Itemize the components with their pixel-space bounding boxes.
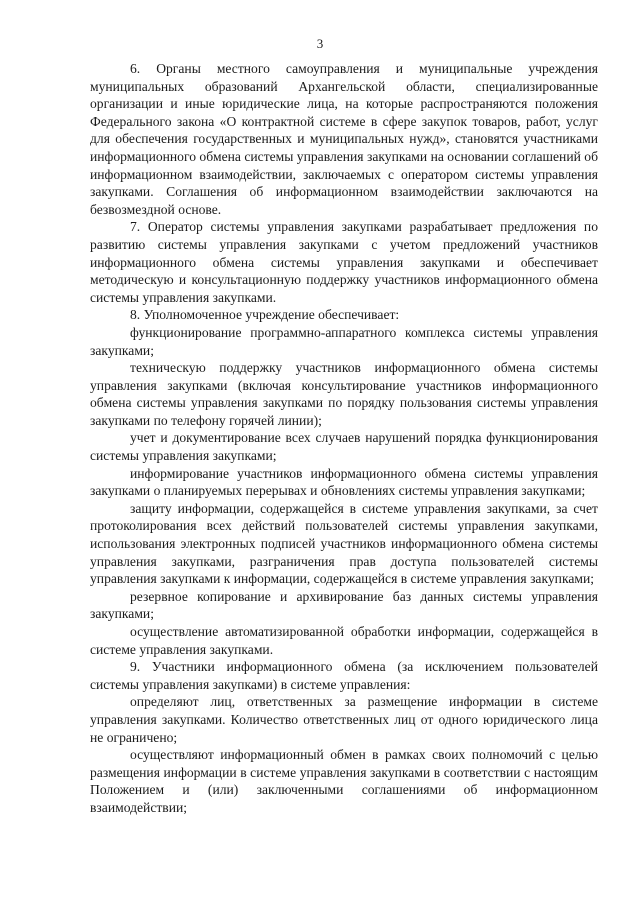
list-item: функционирование программно-аппаратного комплекса системы управления закупками; <box>90 324 598 358</box>
page-number: 3 <box>316 36 324 51</box>
list-item: информирование участников информационного обмена системы управления закупками о планируемых перерывах и обновлениях системы управления закупками; <box>90 465 598 499</box>
paragraph-7: 7. Оператор системы управления закупками разрабатывает предложения по развитию системы управления закупками с учетом предложений участников информационного обмена системы управления закупками и обеспечивает методическую и консультационную поддержку участников информационного обмена системы управления закупками. <box>90 219 598 305</box>
paragraph-8-heading: 8. Уполномоченное учреждение обеспечивает: <box>130 307 400 323</box>
paragraph-9-heading: 9. Участники информационного обмена (за исключением пользователей системы управления закупками) в системе управления: <box>90 659 598 692</box>
list-item: техническую поддержку участников информационного обмена системы управления закупками (включая консультирование участников информационного обмена системы управления закупками по порядку пользования системы управления закупками по телефону горячей линии); <box>90 360 598 428</box>
list-item: резервное копирование и архивирование баз данных системы управления закупками; <box>90 588 598 622</box>
list-item: определяют лиц, ответственных за размещение информации в системе управления закупками. Количество ответственных лиц от одного юридического лица не ограничено; <box>90 694 598 745</box>
list-item: осуществляют информационный обмен в рамках своих полномочий с целью размещения информации в системе управления закупками в соответствии с настоящим Положением и (или) заключенными соглашениями об информационном взаимодействии; <box>90 747 598 815</box>
list-item: учет и документирование всех случаев нарушений порядка функционирования системы управления закупками; <box>90 430 598 464</box>
paragraph-6: 6. Органы местного самоуправления и муниципальные учреждения муниципальных образований Архангельской области, специализированные организации и иные юридические лица, на которые распространяются положения Федерального закона «О контрактной системе в сфере закупок товаров, работ, услуг для обеспечения государственных и муниципальных нужд», становятся участниками информационного обмена системы управления закупками на основании соглашений об информационном взаимодействии, заключаемых с оператором системы управления закупками. Соглашения об информационном взаимодействии заключаются на безвозмездной основе. <box>90 61 598 217</box>
list-item: защиту информации, содержащейся в системе управления закупками, за счет протоколирования всех действий пользователей системы управления закупками, использования электронных подписей участников информационного обмена системы управления закупками, разграничения прав доступа пользователей системы управления закупками к информации, содержащейся в системе управления закупками; <box>90 500 598 587</box>
document-body <box>90 60 598 817</box>
list-item: осуществление автоматизированной обработки информации, содержащейся в системе управления закупками. <box>90 624 598 657</box>
